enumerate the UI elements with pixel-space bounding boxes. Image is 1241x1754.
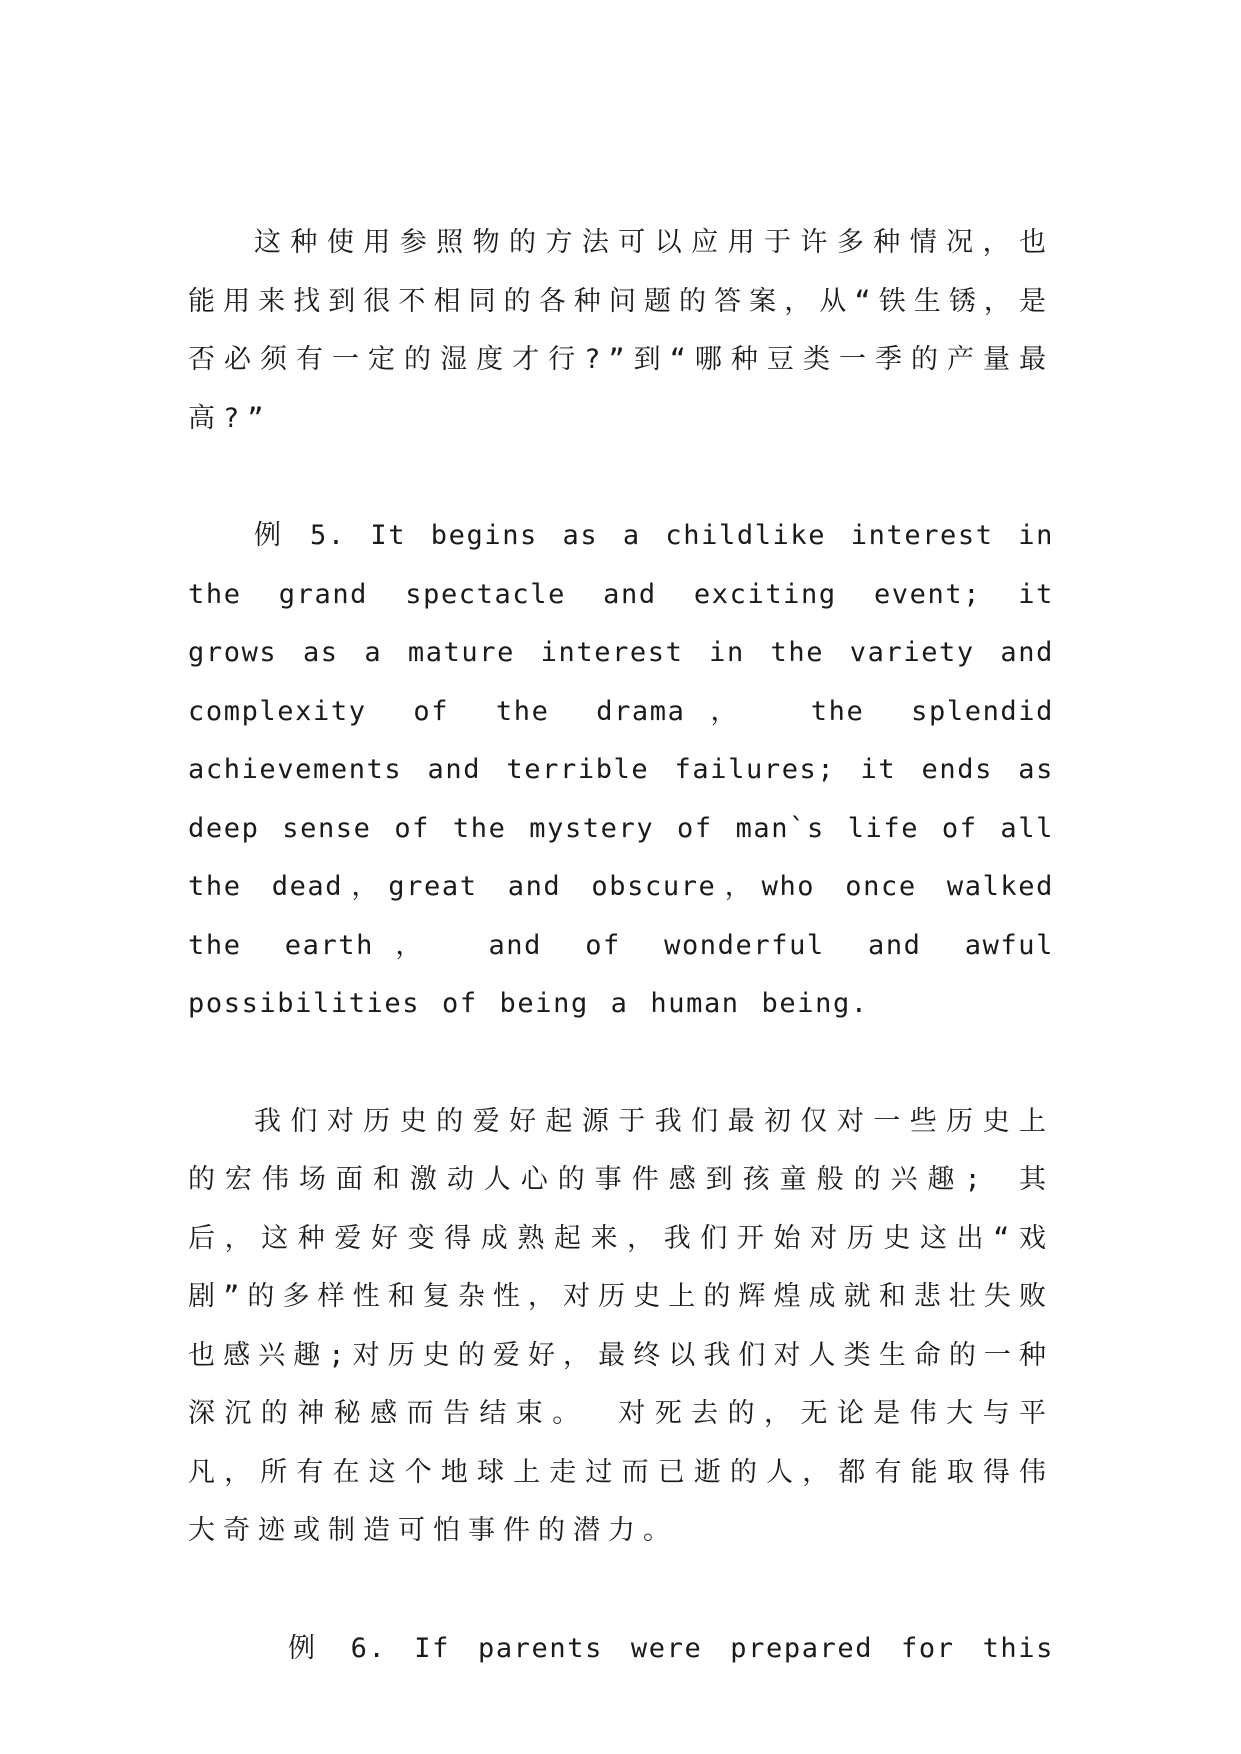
paragraph-zh-reference-method: 这种使用参照物的方法可以应用于许多种情况，也能用来找到很不相同的各种问题的答案，从“铁生锈，是否必须有一定的湿度才行?”到“哪种豆类一季的产量最高?”	[188, 227, 1054, 434]
paragraph-spacer	[188, 1034, 1054, 1093]
paragraph-spacer	[188, 1561, 1054, 1620]
paragraph-zh-history-translation: 我们对历史的爱好起源于我们最初仅对一些历史上的宏伟场面和激动人心的事件感到孩童般的兴趣; 其后，这种爱好变得成熟起来，我们开始对历史这出“戏剧”的多样性和复杂性，对历史上的辉煌成就和悲壮失败也感兴趣;对历史的爱好，最终以我们对人类生命的一种深沉的神秘感而告结束。 对死去的，无论是伟大与平凡，所有在这个地球上走过而已逝的人，都有能取得伟大奇迹或制造可怕事件的潜力。	[188, 1105, 1054, 1546]
paragraph-example-5: 例 5. It begins as a childlike interest in the grand spectacle and exciting event; it grows as a mature interest in the variety and complexity of the drama， the splendid achievements and terrible failures; it ends as deep sense of the mystery of man`s life of all the dead，great and obscure，who once walked the earth， and of wonderful and awful possibilities of being a human being.	[188, 520, 1054, 1019]
document-page	[188, 214, 1054, 1678]
paragraph-example-6: 例 6. If parents were prepared for this	[288, 1632, 1054, 1664]
paragraph-spacer	[188, 448, 1054, 507]
